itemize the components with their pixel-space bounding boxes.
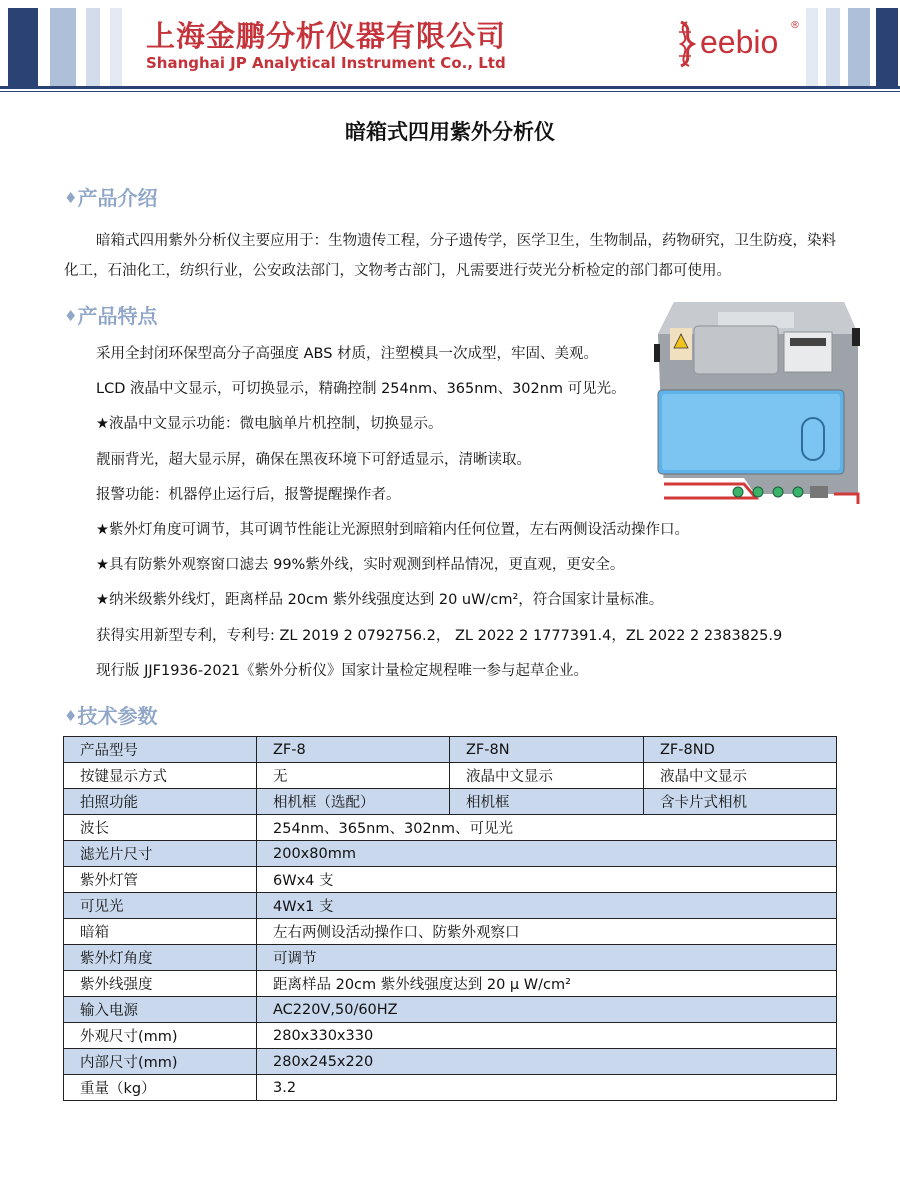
table-cell: 相机框: [450, 789, 644, 815]
table-cell: ZF-8: [257, 737, 450, 763]
table-cell: 液晶中文显示: [644, 763, 837, 789]
feature-item: ★液晶中文显示功能：微电脑单片机控制，切换显示。: [96, 416, 443, 432]
table-cell: AC220V,50/60HZ: [257, 997, 837, 1023]
table-row: [64, 971, 837, 997]
table-cell: ZF-8ND: [644, 737, 837, 763]
feature-item: 现行版 JJF1936-2021《紫外分析仪》国家计量检定规程唯一参与起草企业。: [96, 663, 589, 679]
table-cell: 输入电源: [64, 997, 257, 1023]
table-cell: 280x245x220: [257, 1049, 837, 1075]
table-row: [64, 867, 837, 893]
header-rule: [0, 86, 900, 89]
table-cell: 3.2: [257, 1075, 837, 1101]
table-row: [64, 1049, 837, 1075]
section-heading-label: 产品特点: [77, 304, 158, 328]
table-row: [64, 763, 837, 789]
table-row: [64, 841, 837, 867]
section-heading-features: [64, 300, 157, 329]
feature-item: 报警功能：机器停止运行后，报警提醒操作者。: [96, 487, 401, 503]
table-row: [64, 1023, 837, 1049]
feature-item: 获得实用新型专利，专利号: ZL 2019 2 0792756.2， ZL 2022 2 1777391.4，ZL 2022 2 2383825.9: [96, 628, 783, 644]
section-heading-label: 技术参数: [77, 704, 158, 728]
section-heading-label: 产品介绍: [77, 186, 158, 210]
table-cell: 滤光片尺寸: [64, 841, 257, 867]
table-row: [64, 789, 837, 815]
feature-item: ★具有防紫外观察窗口滤去 99%紫外线，实时观测到样品情况，更直观，更安全。: [96, 557, 625, 573]
spec-table: [63, 736, 837, 1101]
header-stripe: [50, 8, 76, 86]
table-cell: 6Wx4 支: [257, 867, 837, 893]
table-row: [64, 737, 837, 763]
feature-item: LCD 液晶中文显示，可切换显示，精确控制 254nm、365nm、302nm 可见光。: [96, 381, 626, 397]
feature-item: ★纳米级紫外线灯，距离样品 20cm 紫外线强度达到 20 uW/cm²，符合国家计量标准。: [96, 592, 664, 608]
intro-paragraph: 暗箱式四用紫外分析仪主要应用于：生物遗传工程，分子遗传学，医学卫生，生物制品，药物研究，卫生防疫，染料化工，石油化工，纺织行业，公安政法部门，文物考古部门，凡需要进行荧光分析检定的部门都可使用。: [64, 233, 836, 279]
table-cell: 左右两侧设活动操作口、防紫外观察口: [257, 919, 837, 945]
table-cell: 距离样品 20cm 紫外线强度达到 20 μ W/cm²: [257, 971, 837, 997]
header-stripe: [848, 8, 870, 86]
table-row: [64, 945, 837, 971]
table-cell: 紫外线强度: [64, 971, 257, 997]
table-row: [64, 815, 837, 841]
header-stripe: [826, 8, 840, 86]
table-cell: 200x80mm: [257, 841, 837, 867]
header-stripe: [876, 8, 898, 86]
table-cell: 外观尺寸(mm): [64, 1023, 257, 1049]
table-cell: 可调节: [257, 945, 837, 971]
table-cell: 紫外灯管: [64, 867, 257, 893]
table-cell: 产品型号: [64, 737, 257, 763]
table-cell: 无: [257, 763, 450, 789]
table-cell: ZF-8N: [450, 737, 644, 763]
feature-item: ★紫外灯角度可调节，其可调节性能让光源照射到暗箱内任何位置，左右两侧设活动操作口。: [96, 522, 689, 538]
table-cell: 内部尺寸(mm): [64, 1049, 257, 1075]
table-cell: 拍照功能: [64, 789, 257, 815]
table-cell: 暗箱: [64, 919, 257, 945]
table-cell: 可见光: [64, 893, 257, 919]
company-name-cn: 上海金鹏分析仪器有限公司: [146, 19, 507, 53]
header-rule-thin: [0, 91, 900, 92]
table-row: [64, 893, 837, 919]
diamond-bullet-icon: ♦: [64, 707, 78, 725]
company-name-en: Shanghai JP Analytical Instrument Co., Ltd: [146, 54, 506, 72]
table-cell: 按键显示方式: [64, 763, 257, 789]
header-stripe: [110, 8, 122, 86]
table-row: [64, 997, 837, 1023]
table-cell: 波长: [64, 815, 257, 841]
table-row: [64, 919, 837, 945]
table-cell: 紫外灯角度: [64, 945, 257, 971]
page-header: [0, 0, 900, 92]
feature-item: 采用全封闭环保型高分子高强度 ABS 材质，注塑模具一次成型，牢固、美观。: [96, 346, 599, 362]
uv-analyzer-product-image: [644, 294, 864, 514]
table-row: [64, 1075, 837, 1101]
table-cell: 254nm、365nm、302nm、可见光: [257, 815, 837, 841]
logo-wordmark: eebio: [700, 24, 779, 60]
table-cell: 相机框（选配）: [257, 789, 450, 815]
table-cell: 含卡片式相机: [644, 789, 837, 815]
header-stripe: [806, 8, 818, 86]
page-title: 暗箱式四用紫外分析仪: [345, 120, 555, 144]
table-cell: 重量（kg）: [64, 1075, 257, 1101]
table-cell: 液晶中文显示: [450, 763, 644, 789]
table-cell: 4Wx1 支: [257, 893, 837, 919]
section-heading-intro: [64, 182, 157, 211]
diamond-bullet-icon: ♦: [64, 189, 78, 207]
table-cell: 280x330x330: [257, 1023, 837, 1049]
header-stripe: [8, 8, 38, 86]
header-stripe: [86, 8, 100, 86]
feature-item: 靓丽背光，超大显示屏，确保在黑夜环境下可舒适显示，清晰读取。: [96, 452, 531, 468]
diamond-bullet-icon: ♦: [64, 307, 78, 325]
registered-mark: ®: [790, 20, 800, 31]
section-heading-specs: [64, 700, 157, 729]
